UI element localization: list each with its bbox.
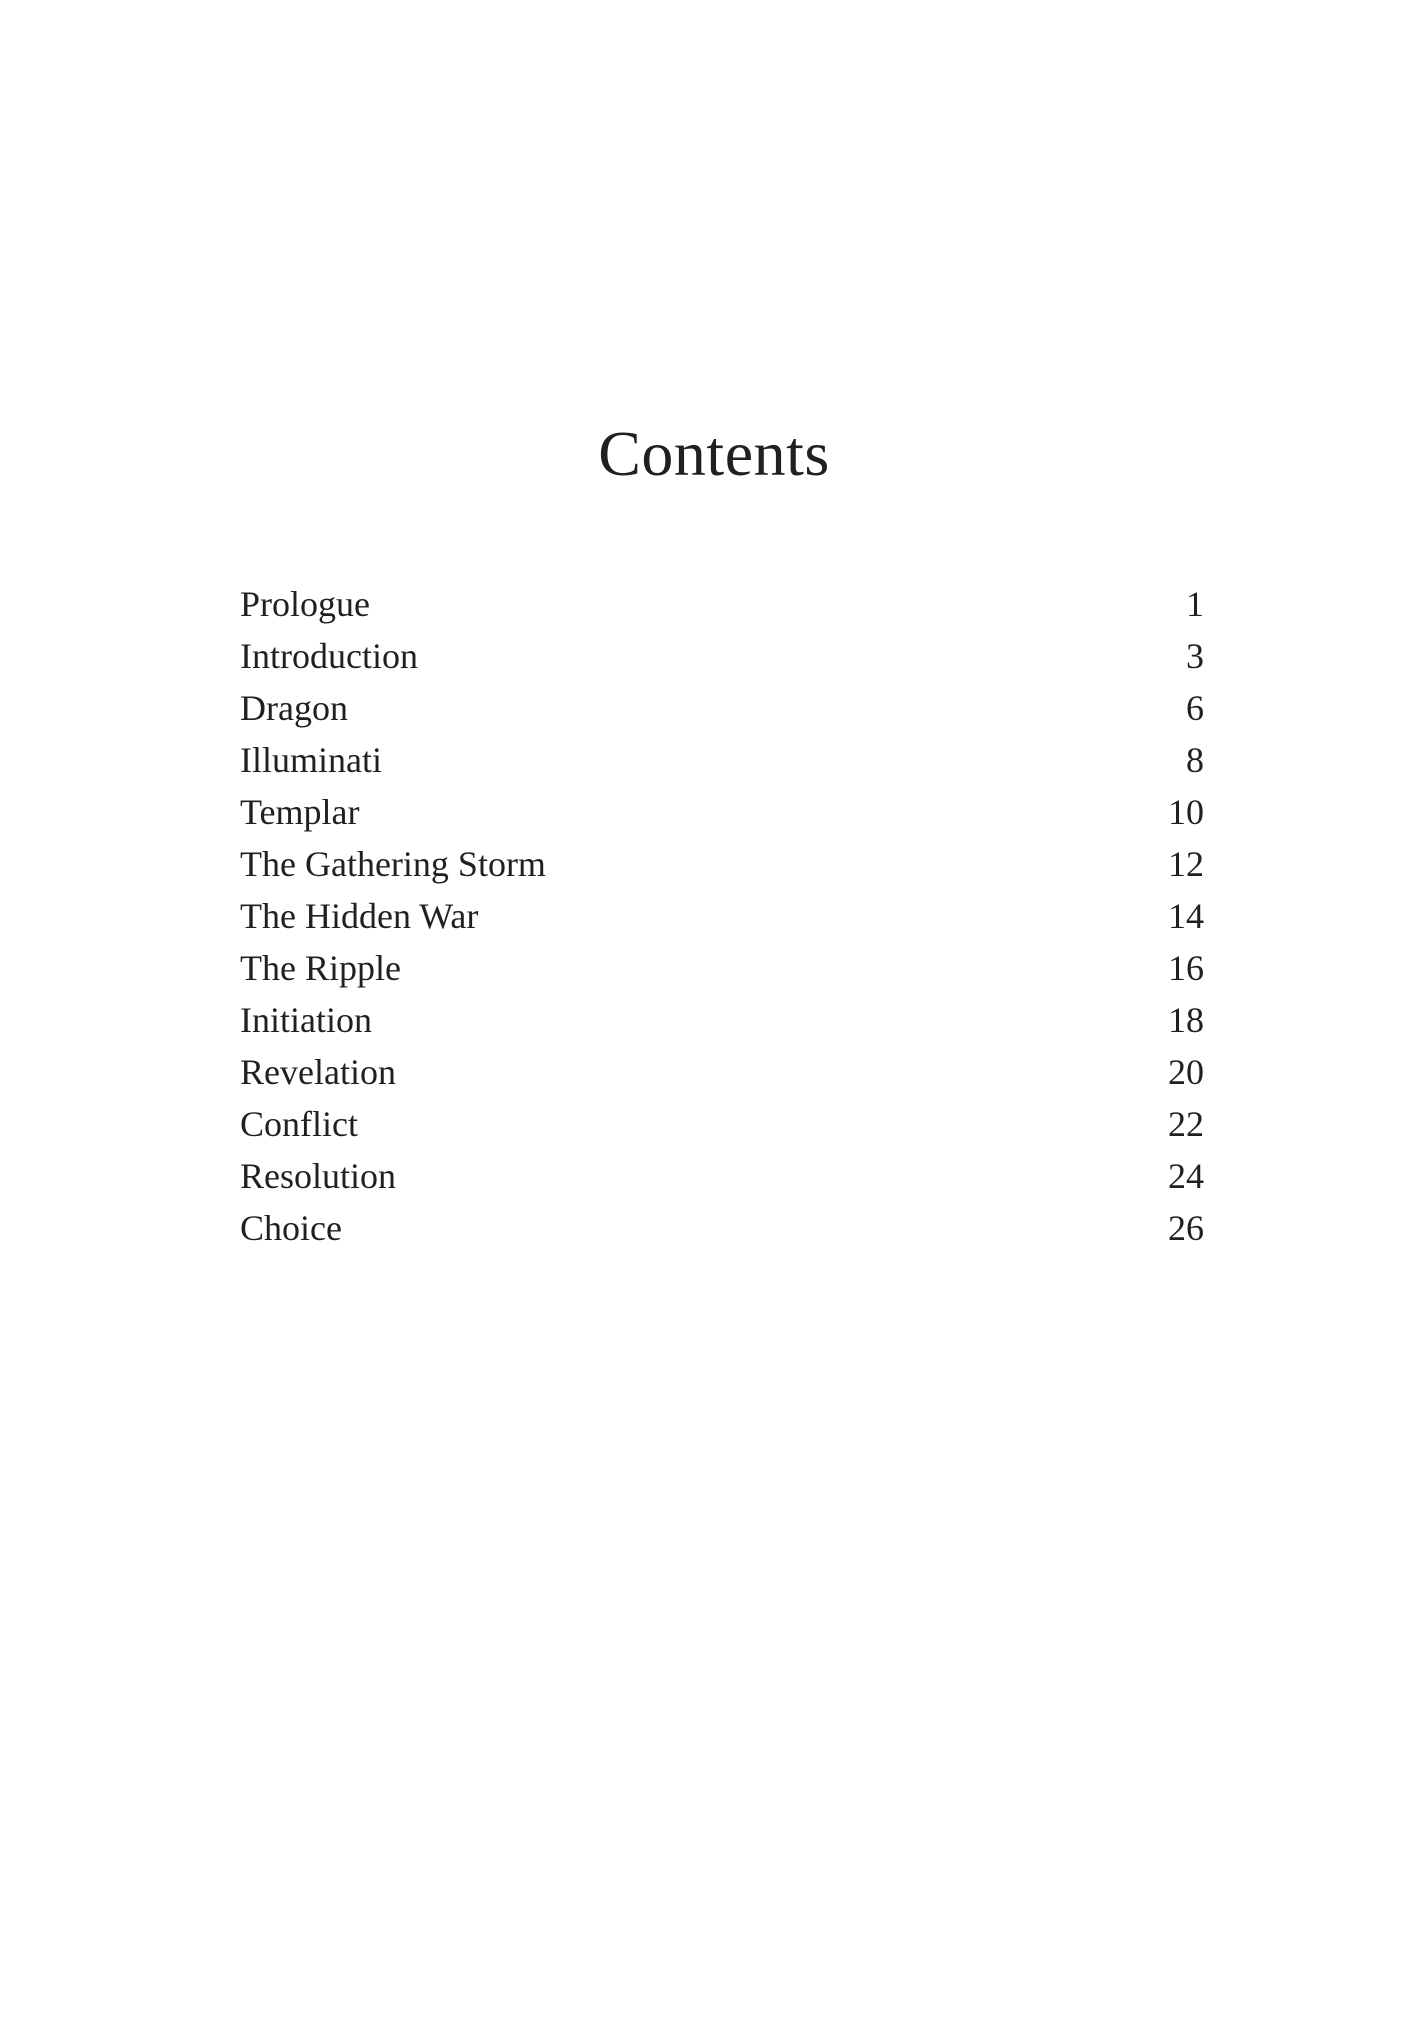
toc-entry-title: The Gathering Storm — [240, 844, 546, 884]
toc-entry-title: Revelation — [240, 1052, 396, 1092]
toc-entry-page-number: 22 — [1168, 1104, 1204, 1144]
toc-entry-page-number: 6 — [1186, 688, 1204, 728]
toc-entry — [240, 1202, 1204, 1254]
toc-entry-title: Introduction — [240, 636, 418, 676]
toc-entry — [240, 1150, 1204, 1202]
toc-entry — [240, 994, 1204, 1046]
toc-entry-page-number: 8 — [1186, 740, 1204, 780]
toc-entry — [240, 1098, 1204, 1150]
toc-entry-page-number: 16 — [1168, 948, 1204, 988]
toc-entry-page-number: 24 — [1168, 1156, 1204, 1196]
page-title: Contents — [598, 418, 830, 489]
toc-entry-title: Conflict — [240, 1104, 358, 1144]
toc-entry-page-number: 3 — [1186, 636, 1204, 676]
toc-entry-title: The Ripple — [240, 948, 401, 988]
toc-entry — [240, 890, 1204, 942]
toc-entry-title: The Hidden War — [240, 896, 479, 936]
toc-entry — [240, 734, 1204, 786]
toc-entry-title: Prologue — [240, 584, 370, 624]
toc-entry-page-number: 10 — [1168, 792, 1204, 832]
toc-entry-title: Dragon — [240, 688, 348, 728]
toc-entry-title: Illuminati — [240, 740, 382, 780]
toc-entry — [240, 630, 1204, 682]
table-of-contents — [240, 578, 1204, 1254]
toc-entry — [240, 1046, 1204, 1098]
toc-entry-title: Choice — [240, 1208, 342, 1248]
toc-entry-title: Initiation — [240, 1000, 372, 1040]
toc-entry-page-number: 12 — [1168, 844, 1204, 884]
toc-entry-page-number: 26 — [1168, 1208, 1204, 1248]
toc-entry — [240, 838, 1204, 890]
toc-entry-page-number: 20 — [1168, 1052, 1204, 1092]
toc-entry-page-number: 18 — [1168, 1000, 1204, 1040]
toc-entry-title: Resolution — [240, 1156, 397, 1196]
toc-entry — [240, 578, 1204, 630]
toc-entry-page-number: 14 — [1168, 896, 1204, 936]
toc-entry — [240, 942, 1204, 994]
toc-entry — [240, 682, 1204, 734]
toc-entry-title: Templar — [240, 792, 360, 832]
toc-entry — [240, 786, 1204, 838]
toc-entry-page-number: 1 — [1186, 584, 1204, 624]
